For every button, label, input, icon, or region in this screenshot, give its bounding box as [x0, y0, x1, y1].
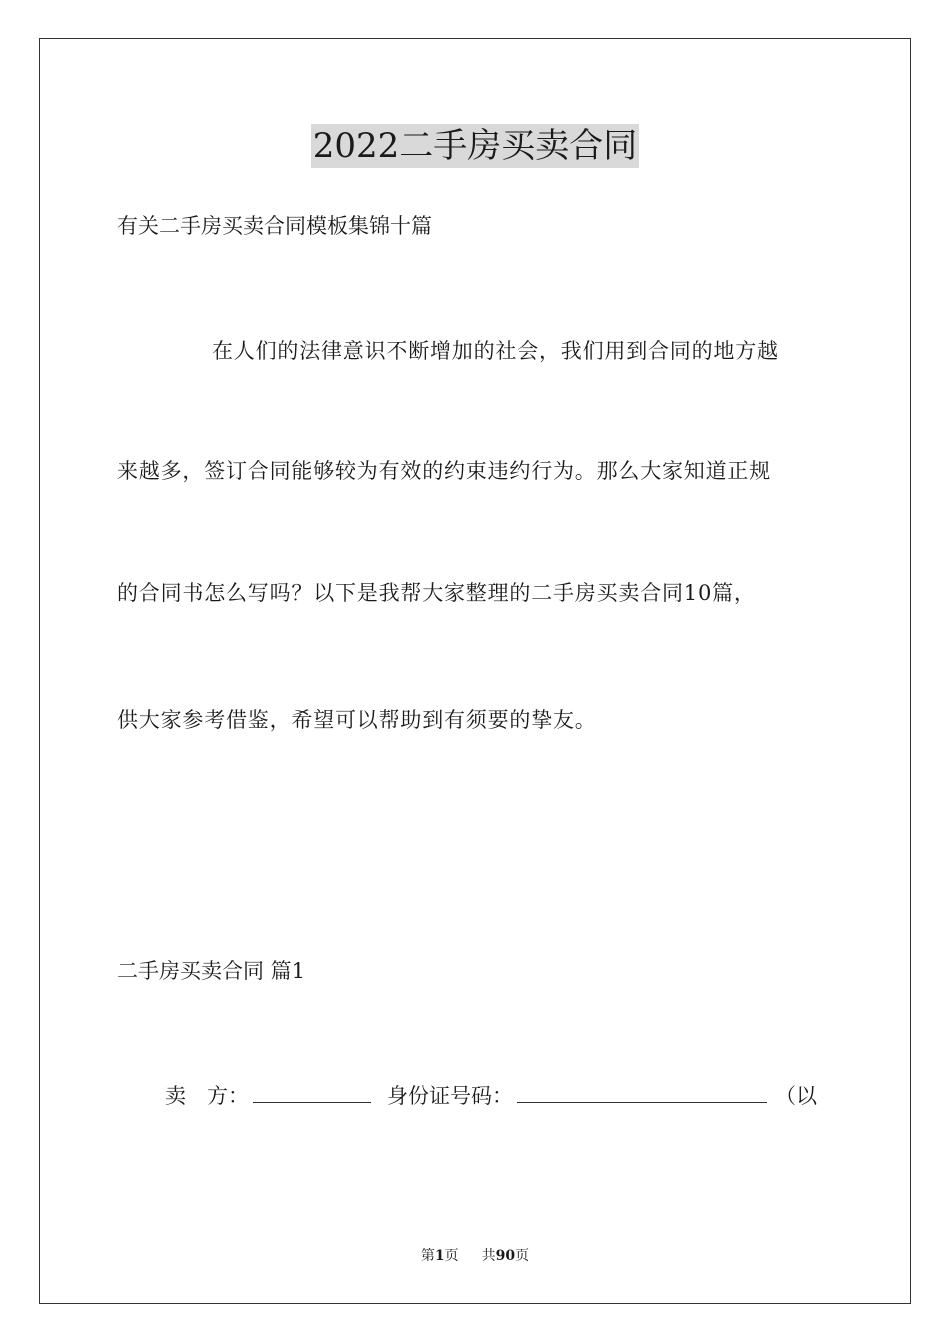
- trailing-text: （以: [775, 1084, 817, 1108]
- intro-line-1: 在人们的法律意识不断增加的社会，我们用到合同的地方越: [212, 339, 779, 363]
- title-container: [0, 124, 950, 168]
- seller-row: [117, 1080, 833, 1111]
- intro-line-3: 的合同书怎么写吗？以下是我帮大家整理的二手房买卖合同10篇，: [117, 581, 756, 605]
- id-number-label: 身份证号码：: [387, 1084, 513, 1108]
- current-page-number: 1: [434, 1248, 445, 1264]
- section-heading: 二手房买卖合同 篇1: [117, 959, 306, 983]
- intro-line-4: 供大家参考借鉴，希望可以帮助到有须要的挚友。: [117, 708, 597, 732]
- footer-total-prefix: 共: [481, 1248, 496, 1264]
- document-title: 2022二手房买卖合同: [312, 126, 638, 166]
- footer-total-unit: 页: [515, 1248, 530, 1264]
- seller-name-blank[interactable]: [253, 1080, 371, 1103]
- seller-label: 卖 方：: [165, 1084, 249, 1108]
- id-number-blank[interactable]: [517, 1080, 767, 1103]
- intro-line-2: 来越多，签订合同能够较为有效的约束违约行为。那么大家知道正规: [117, 459, 771, 483]
- footer-page-unit: 页: [444, 1248, 459, 1264]
- document-subtitle: 有关二手房买卖合同模板集锦十篇: [117, 214, 432, 238]
- page-footer: [0, 1246, 950, 1266]
- total-pages-number: 90: [495, 1248, 516, 1264]
- footer-prefix: 第: [420, 1248, 435, 1264]
